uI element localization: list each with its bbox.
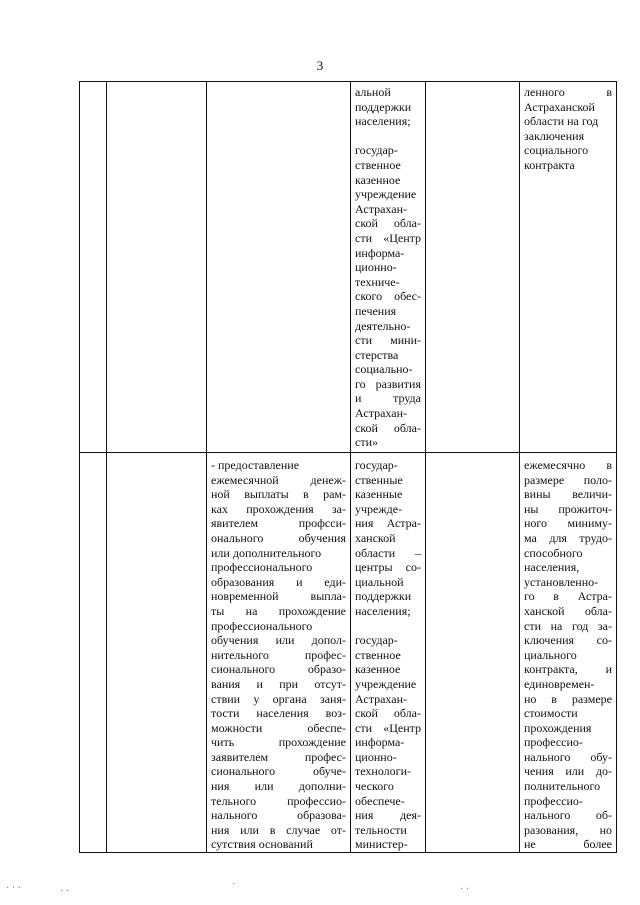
text-line: сионального образо-: [211, 662, 346, 677]
text-line: ской обла-: [355, 420, 421, 435]
text-line: ленного в: [524, 85, 612, 99]
table-cell-empty: [426, 453, 520, 853]
text-line: государ-: [355, 458, 398, 472]
text-line: поддержки: [355, 589, 412, 604]
text-line: ежемесячной денеж-: [211, 472, 346, 487]
text-line: министер-: [355, 837, 408, 852]
text-line: ния дея-: [355, 808, 421, 823]
text-line: онального обучения: [211, 530, 346, 545]
table-cell-amount: [520, 82, 617, 453]
text-line: тельного профессио-: [211, 793, 346, 808]
text-line: ежемесячно в: [524, 458, 612, 472]
text-line: образования и еди-: [211, 574, 346, 589]
text-line: сти мини-: [355, 333, 421, 348]
text-line: учреждение: [355, 187, 417, 202]
text-block: [211, 458, 346, 852]
text-line: информа-: [355, 735, 405, 750]
scan-artifact: · ·: [460, 884, 470, 895]
text-line: учреждение: [355, 676, 417, 691]
text-line: и труда: [355, 391, 421, 406]
text-line: поддержки: [355, 99, 412, 114]
text-line: ственные: [355, 472, 403, 487]
text-line: области на год: [524, 114, 599, 129]
table-cell-agency: [351, 453, 426, 853]
text-line: единовремен-: [524, 676, 595, 691]
text-line: сутствия оснований: [211, 837, 313, 852]
text-block: [355, 458, 421, 619]
text-block: [524, 85, 612, 173]
table-row: [80, 82, 617, 453]
text-line: учрежде-: [355, 501, 403, 516]
text-line: казенные: [355, 487, 403, 502]
text-block: [355, 85, 421, 129]
scan-artifact: · ·: [60, 886, 70, 897]
text-line: ной выплаты в рам-: [211, 487, 346, 502]
text-line: ма для трудо-: [524, 530, 612, 545]
text-line: сти на год за-: [524, 618, 612, 633]
text-line: ках прохождения за-: [211, 501, 346, 516]
text-line: но в размере: [524, 691, 612, 706]
text-line: ствии у органа заня-: [211, 691, 346, 706]
text-line: ционно-: [355, 749, 397, 764]
table-cell-service: [207, 453, 351, 853]
text-line: казенное: [355, 172, 401, 187]
text-line: го в Астра-: [524, 589, 612, 604]
table-cell-amount: [520, 453, 617, 853]
text-block: [355, 633, 421, 852]
text-line: полнительного: [524, 779, 601, 794]
text-line: чить прохождение: [211, 735, 346, 750]
text-line: явителем профсси-: [211, 516, 346, 531]
text-line: контракта: [524, 157, 575, 172]
text-line: тельности: [355, 822, 407, 837]
text-line: сти»: [355, 435, 378, 450]
document-table: [79, 81, 617, 853]
text-line: ческого: [355, 779, 394, 794]
text-line: нального обу-: [524, 749, 612, 764]
text-line: ственное: [355, 157, 401, 172]
scan-artifact: ·: [232, 879, 236, 890]
text-line: чения или до-: [524, 764, 612, 779]
text-line: казенное: [355, 662, 401, 677]
text-line: вины величи-: [524, 487, 612, 502]
text-line: профессио-: [524, 793, 583, 808]
text-line: циального: [524, 647, 577, 662]
text-line: ской обла-: [355, 706, 421, 721]
table-row: [80, 453, 617, 853]
text-block: [524, 458, 612, 852]
text-line: ханской обла-: [524, 603, 612, 618]
table-cell-agency: [351, 82, 426, 453]
text-line: или дополнительного: [211, 545, 322, 560]
text-line: Астрахан-: [355, 406, 407, 421]
text-line: го развития: [355, 376, 421, 391]
text-line: обеспече-: [355, 793, 405, 808]
text-line: населения;: [355, 114, 411, 129]
text-line: не более: [524, 837, 612, 852]
text-line: техниче-: [355, 274, 400, 289]
text-line: ключения со-: [524, 633, 612, 648]
text-line: социального: [524, 143, 589, 158]
text-line: сти «Центр: [355, 230, 421, 245]
text-line: ны прожиточ-: [524, 501, 612, 516]
text-line: социально-: [355, 362, 413, 377]
text-line: государ-: [355, 633, 398, 648]
text-line: Астраханской: [524, 99, 595, 114]
text-line: ского обес-: [355, 289, 421, 304]
text-line: Астрахан-: [355, 691, 407, 706]
table-cell-empty: [107, 453, 207, 853]
text-line: новременной выпла-: [211, 589, 346, 604]
table-cell-empty: [80, 453, 107, 853]
text-line: циальной: [355, 574, 404, 589]
table-cell-empty: [80, 82, 107, 453]
text-line: сти «Центр: [355, 720, 421, 735]
table-cell-empty: [107, 82, 207, 453]
text-line: ния или дополни-: [211, 779, 346, 794]
text-line: стерства: [355, 347, 399, 362]
text-line: области –: [355, 545, 421, 560]
text-line: печения: [355, 303, 397, 318]
text-line: профессионального: [211, 560, 313, 575]
text-line: центры со-: [355, 560, 421, 575]
text-line: нального образова-: [211, 808, 346, 823]
text-line: ния или в случае от-: [211, 822, 346, 837]
text-line: заявителем профес-: [211, 749, 346, 764]
text-line: вания и при отсут-: [211, 676, 346, 691]
text-block: [355, 143, 421, 449]
text-line: населения,: [524, 560, 580, 575]
text-line: обучения или допол-: [211, 633, 346, 648]
text-line: ской обла-: [355, 216, 421, 231]
text-line: технологи-: [355, 764, 412, 779]
text-line: размере поло-: [524, 472, 612, 487]
text-line: ты на прохождение: [211, 603, 346, 618]
text-line: ционно-: [355, 260, 397, 275]
text-line: нального об-: [524, 808, 612, 823]
text-line: государ-: [355, 143, 398, 158]
text-line: Астрахан-: [355, 201, 407, 216]
text-line: контракта, и: [524, 662, 612, 677]
text-line: ственное: [355, 647, 401, 662]
text-line: нительного профес-: [211, 647, 346, 662]
text-line: ния Астра-: [355, 516, 421, 531]
text-line: профессионального: [211, 618, 313, 633]
text-line: тости населения воз-: [211, 706, 346, 721]
page-number: 3: [316, 58, 324, 73]
text-line: альной: [355, 85, 391, 99]
text-line: разования, но: [524, 822, 612, 837]
text-line: населения;: [355, 603, 411, 618]
text-line: деятельно-: [355, 318, 411, 333]
text-line: установленно-: [524, 574, 599, 589]
text-line: можности обеспе-: [211, 720, 346, 735]
text-line: ханской: [355, 530, 396, 545]
table-cell-empty: [426, 82, 520, 453]
text-line: сионального обуче-: [211, 764, 346, 779]
table-cell-service: [207, 82, 351, 453]
text-line: прохождения: [524, 720, 592, 735]
text-line: профессио-: [524, 735, 583, 750]
scan-artifact: · · ·: [6, 883, 21, 894]
text-line: - предоставление: [211, 458, 300, 472]
text-line: ного миниму-: [524, 516, 612, 531]
text-line: заключения: [524, 128, 585, 143]
text-line: стоимости: [524, 706, 578, 721]
text-line: способного: [524, 545, 583, 560]
text-line: информа-: [355, 245, 405, 260]
